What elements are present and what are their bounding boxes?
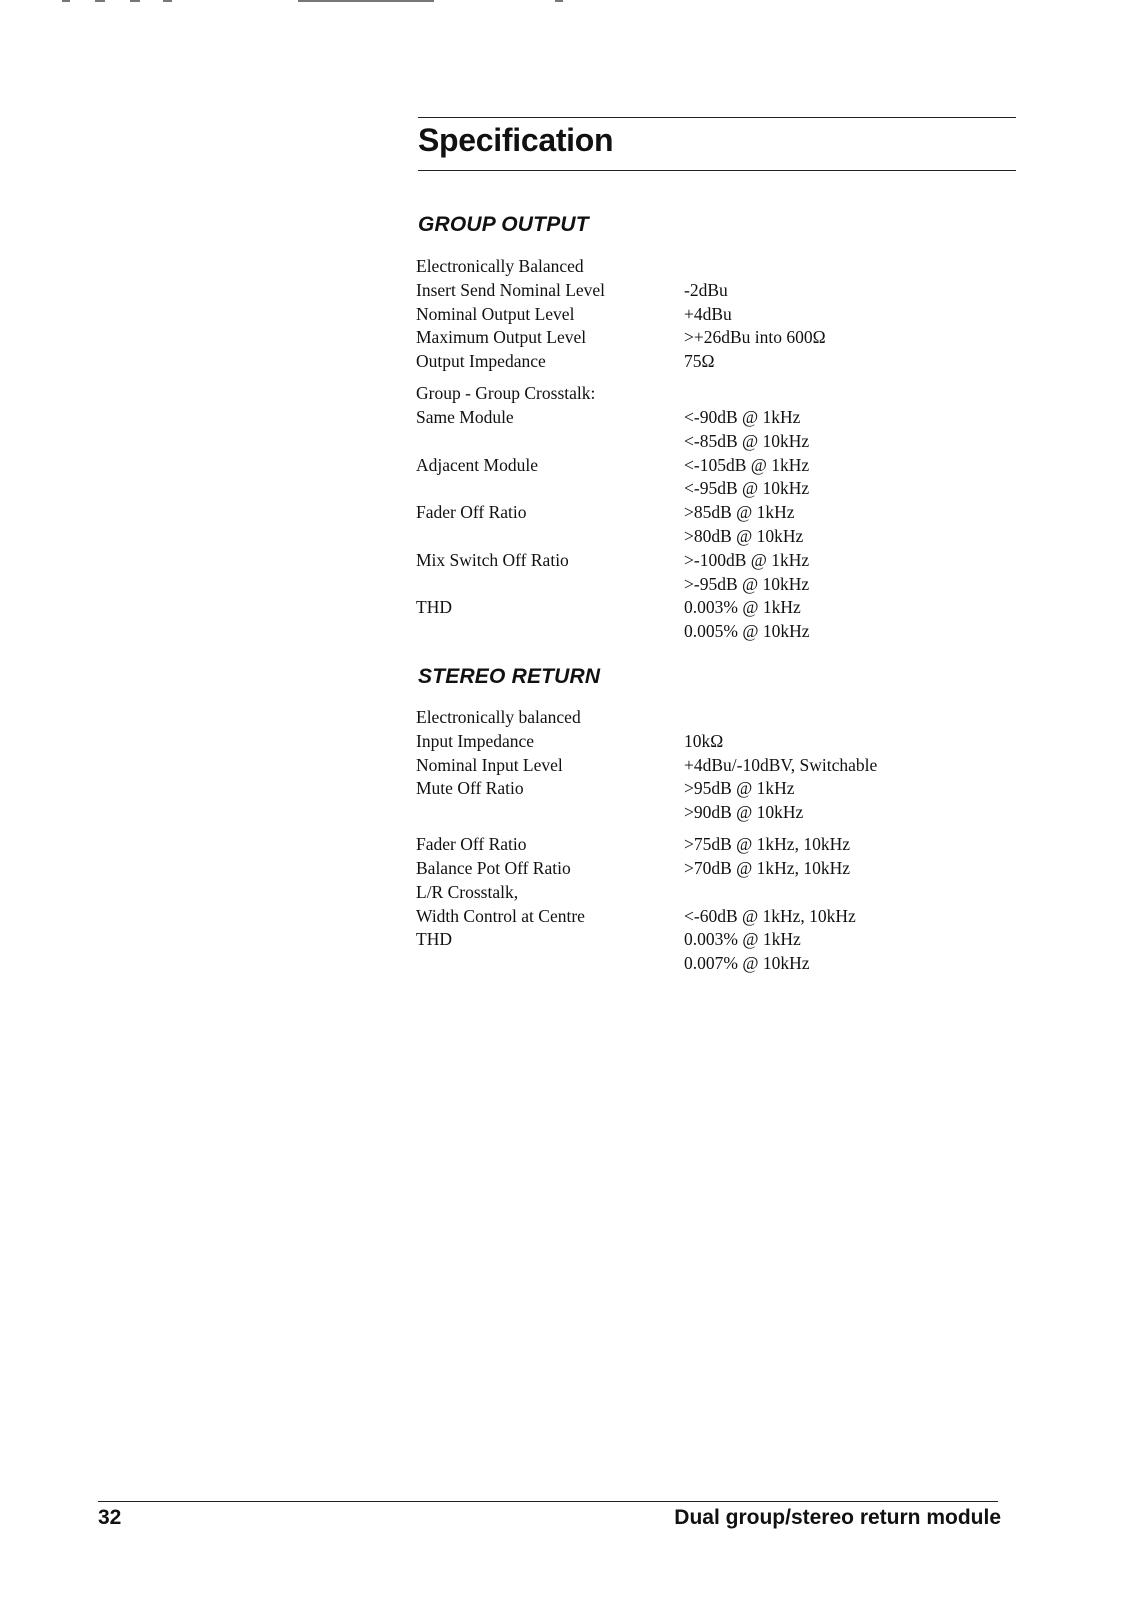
spec-param: Group - Group Crosstalk: [416,382,596,403]
stereo-return-heading: STEREO RETURN [418,665,601,688]
spec-value: +4dBu [684,303,732,324]
title-bottom-rule [418,170,1016,171]
spec-param: Maximum Output Level [416,327,587,348]
spec-row [416,326,1016,350]
spec-param: Balance Pot Off Ratio [416,857,571,878]
spec-row [416,406,1016,430]
spec-row [416,477,1016,501]
spec-value: >-100dB @ 1kHz [684,549,810,570]
spec-param: Input Impedance [416,730,535,751]
spec-value: >75dB @ 1kHz, 10kHz [684,833,850,854]
spec-value: >+26dBu into 600Ω [684,327,826,348]
spec-value: 0.007% @ 10kHz [684,953,810,974]
spec-row [416,777,1016,801]
spec-row [416,303,1016,327]
spec-value: <-95dB @ 10kHz [684,478,810,499]
spec-param: Fader Off Ratio [416,833,527,854]
spec-row [416,801,1016,825]
spec-param: Width Control at Centre [416,905,585,926]
spec-row [416,573,1016,597]
spec-param: Nominal Output Level [416,303,575,324]
spec-row [416,928,1016,952]
spec-value: >90dB @ 10kHz [684,802,804,823]
scan-artifact [298,0,434,2]
spec-value: <-90dB @ 1kHz [684,406,801,427]
spec-row [416,596,1016,620]
page-number: 32 [98,1506,122,1529]
spec-row [416,754,1016,778]
group-output-heading: GROUP OUTPUT [418,213,589,236]
spec-param: Output Impedance [416,351,546,372]
spec-value: 0.003% @ 1kHz [684,929,801,950]
spec-param: Electronically Balanced [416,256,584,276]
spec-value: <-85dB @ 10kHz [684,430,810,451]
page-title: Specification [418,122,614,158]
spec-row [416,706,1016,730]
stereo-return-table [416,706,1016,976]
spec-value: >70dB @ 1kHz, 10kHz [684,857,850,878]
spec-param: Same Module [416,406,514,427]
spec-row [416,952,1016,976]
footer-rule [98,1501,998,1502]
spec-value: -2dBu [684,279,728,300]
spec-value: <-60dB @ 1kHz, 10kHz [684,905,856,926]
spec-row [416,454,1016,478]
spec-row [416,501,1016,525]
spec-param: THD [416,929,452,950]
spec-row [416,857,1016,881]
scan-artifact [130,0,140,2]
spec-row [416,730,1016,754]
spec-row [416,905,1016,929]
spec-row [416,430,1016,454]
spec-param: L/R Crosstalk, [416,881,519,902]
spec-row [416,350,1016,374]
spec-param: Nominal Input Level [416,754,563,775]
spec-value: 75Ω [684,351,715,372]
spec-param: Insert Send Nominal Level [416,279,606,300]
spec-value: >95dB @ 1kHz [684,778,795,799]
scan-artifact [62,0,70,2]
spec-value: 0.005% @ 10kHz [684,621,810,642]
scan-artifact [555,0,563,2]
spec-value: <-105dB @ 1kHz [684,454,810,475]
spec-value: 0.003% @ 1kHz [684,597,801,618]
scan-artifact [163,0,172,2]
spec-value: +4dBu/-10dBV, Switchable [684,754,878,775]
scan-artifact [95,0,105,2]
footer-document-title: Dual group/stereo return module [674,1506,1001,1529]
spec-value: >85dB @ 1kHz [684,502,795,523]
spec-row [416,374,1016,406]
spec-value: 10kΩ [684,730,724,751]
spec-param: Fader Off Ratio [416,502,527,523]
spec-row [416,620,1016,644]
spec-value: >80dB @ 10kHz [684,525,804,546]
spec-param: THD [416,597,452,618]
spec-param: Electronically balanced [416,707,581,727]
spec-row [416,881,1016,905]
spec-param: Mute Off Ratio [416,778,524,799]
group-output-table [416,255,1016,644]
spec-value: >-95dB @ 10kHz [684,573,810,594]
spec-row [416,549,1016,573]
spec-row [416,525,1016,549]
spec-param: Adjacent Module [416,454,538,475]
spec-row [416,825,1016,857]
spec-param: Mix Switch Off Ratio [416,549,569,570]
spec-row [416,255,1016,279]
spec-row [416,279,1016,303]
title-top-rule [418,117,1016,118]
